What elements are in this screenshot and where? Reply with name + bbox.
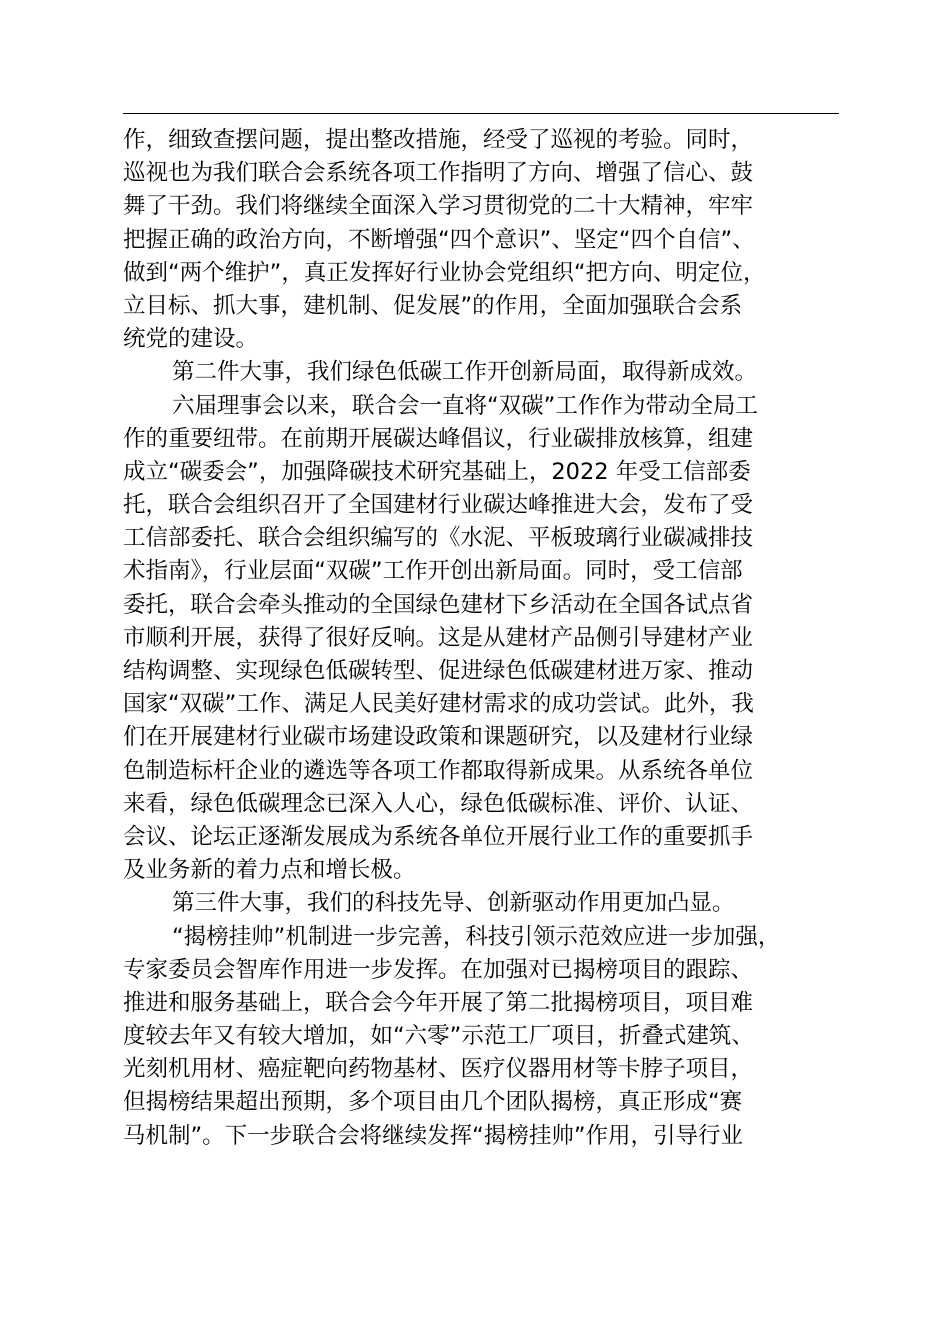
text-line: 专家委员会智库作用进一步发挥。在加强对已揭榜项目的跟踪、 xyxy=(123,956,754,983)
text-line: 工信部委托、联合会组织编写的《水泥、平板玻璃行业碳减排技 xyxy=(123,525,754,552)
text-line: 托，联合会组织召开了全国建材行业碳达峰推进大会，发布了受 xyxy=(123,492,754,519)
text-line: 成立“碳委会”，加强降碳技术研究基础上，2022 年受工信部委 xyxy=(123,458,751,485)
text-line: 六届理事会以来，联合会一直将“双碳”工作作为带动全局工 xyxy=(172,392,758,419)
text-line: 立目标、抓大事，建机制、促发展”的作用，全面加强联合会系 xyxy=(123,292,743,319)
text-line: 马机制”。下一步联合会将继续发挥“揭榜挂帅”作用，引导行业 xyxy=(123,1122,743,1149)
text-line: 委托，联合会牵头推动的全国绿色建材下乡活动在全国各试点省 xyxy=(123,591,754,618)
text-line: 术指南》，行业层面“双碳”工作开创出新局面。同时，受工信部 xyxy=(123,558,743,585)
body-text xyxy=(123,124,863,1153)
text-line: 作，细致查摆问题，提出整改措施，经受了巡视的考验。同时， xyxy=(123,127,754,153)
text-line: 但揭榜结果超出预期，多个项目由几个团队揭榜，真正形成“赛 xyxy=(123,1089,743,1116)
text-line: 作的重要纽带。在前期开展碳达峰倡议，行业碳排放核算，组建 xyxy=(123,425,754,452)
text-line: 做到“两个维护”，真正发挥好行业协会党组织“把方向、明定位， xyxy=(123,259,766,286)
text-line: 把握正确的政治方向，不断增强“四个意识”、坚定“四个自信”、 xyxy=(123,226,755,253)
text-line: 色制造标杆企业的遴选等各项工作都取得新成果。从系统各单位 xyxy=(123,757,754,784)
text-line: 来看，绿色低碳理念已深入人心，绿色低碳标准、评价、认证、 xyxy=(123,790,754,817)
text-line: 舞了干劲。我们将继续全面深入学习贯彻党的二十大精神，牢牢 xyxy=(123,193,754,220)
text-line: 国家“双碳”工作、满足人民美好建材需求的成功尝试。此外，我 xyxy=(123,691,754,718)
text-line: 及业务新的着力点和增长极。 xyxy=(123,857,416,884)
text-line: 巡视也为我们联合会系统各项工作指明了方向、增强了信心、鼓 xyxy=(123,160,754,187)
text-line: 们在开展建材行业碳市场建设政策和课题研究，以及建材行业绿 xyxy=(123,724,754,751)
text-line: 第三件大事，我们的科技先导、创新驱动作用更加凸显。 xyxy=(172,890,735,917)
text-line: 度较去年又有较大增加，如“六零”示范工厂项目，折叠式建筑、 xyxy=(123,1023,754,1050)
text-line: 第二件大事，我们绿色低碳工作开创新局面，取得新成效。 xyxy=(172,359,758,386)
text-line: 结构调整、实现绿色低碳转型、促进绿色低碳建材进万家、推动 xyxy=(123,658,754,684)
text-line: 市顺利开展，获得了很好反响。这是从建材产品侧引导建材产业 xyxy=(123,624,754,651)
text-line: 推进和服务基础上，联合会今年开展了第二批揭榜项目，项目难 xyxy=(123,989,754,1016)
text-line: 光刻机用材、癌症靶向药物基材、医疗仪器用材等卡脖子项目， xyxy=(123,1056,754,1083)
text-line: 会议、论坛正逐渐发展成为系统各单位开展行业工作的重要抓手 xyxy=(123,823,754,850)
text-line: “揭榜挂帅”机制进一步完善，科技引领示范效应进一步加强， xyxy=(172,923,781,950)
text-line: 统党的建设。 xyxy=(123,326,259,353)
header-rule xyxy=(123,113,839,114)
